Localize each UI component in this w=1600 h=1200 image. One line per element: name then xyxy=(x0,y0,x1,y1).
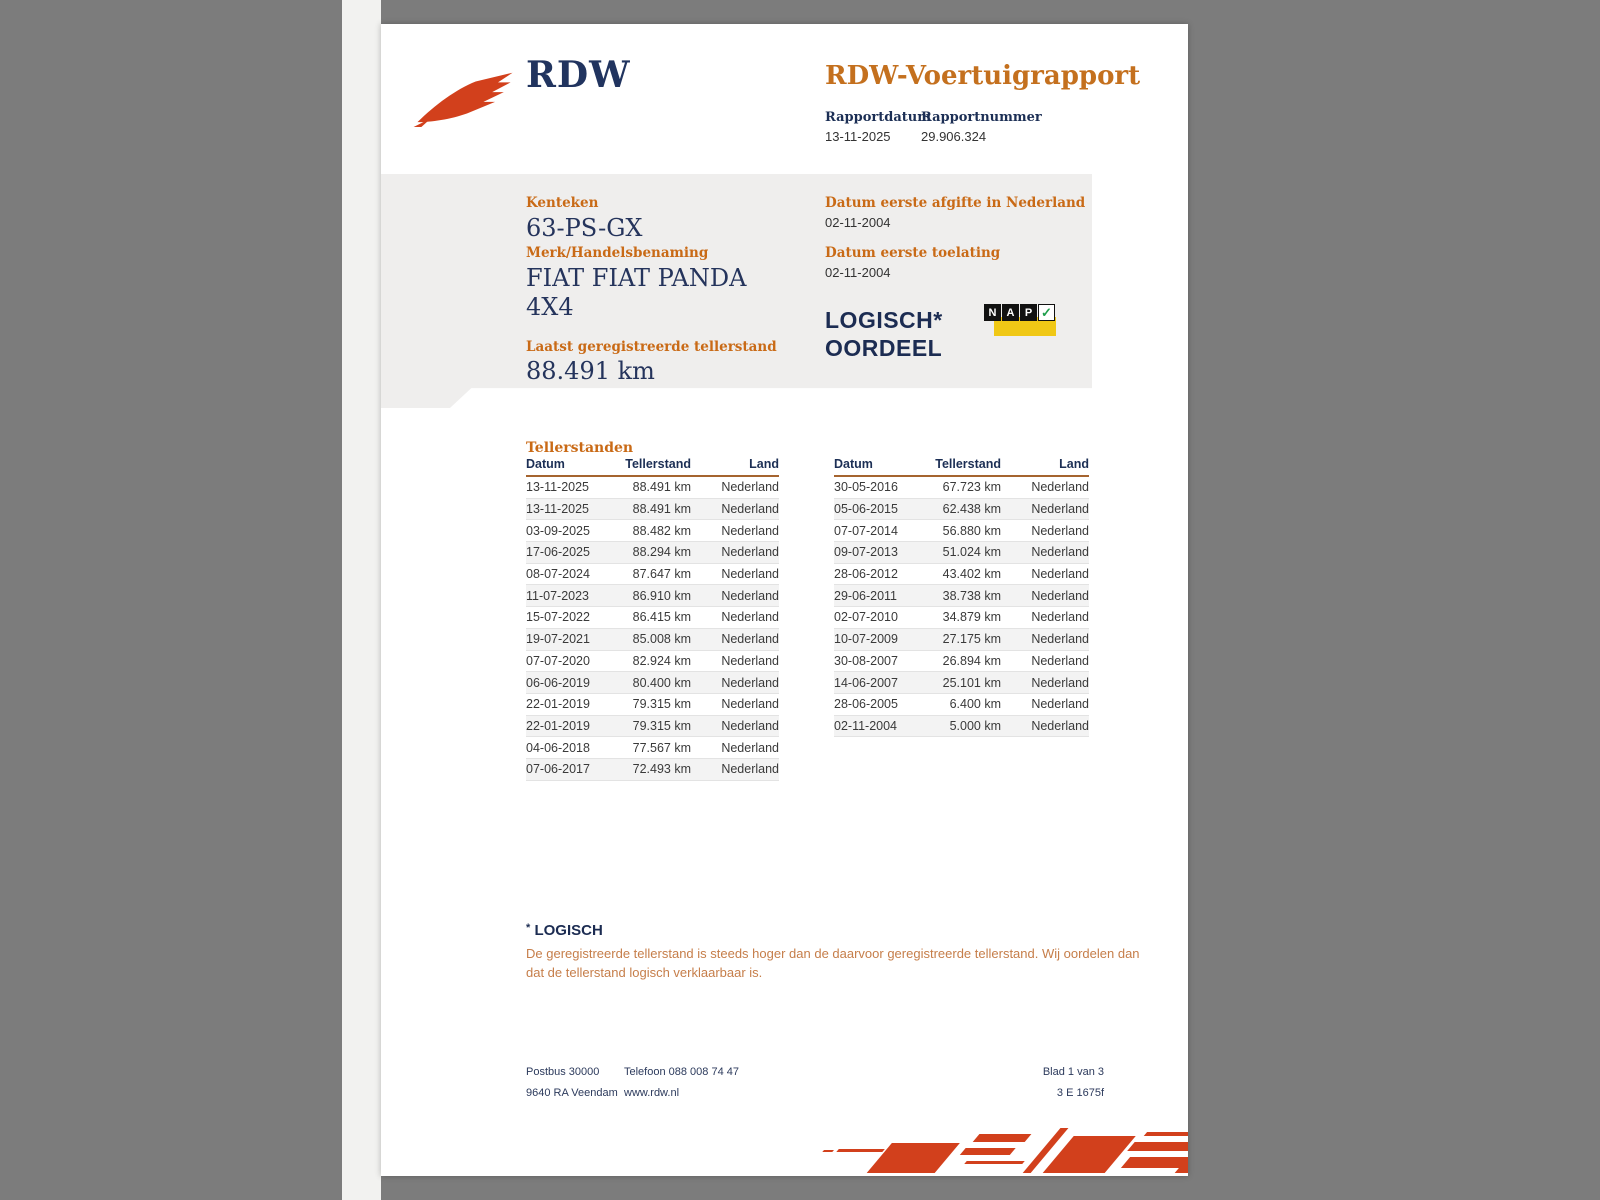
cell-land: Nederland xyxy=(721,480,779,495)
cell-land: Nederland xyxy=(1031,675,1089,690)
table-header-row xyxy=(526,457,779,477)
cell-datum: 22-01-2019 xyxy=(526,718,590,733)
cell-datum: 28-06-2012 xyxy=(834,567,898,582)
table-row xyxy=(834,651,1089,673)
cell-tellerstand: 27.175 km xyxy=(942,632,1001,647)
footer-page-number: Blad 1 van 3 xyxy=(1042,1066,1104,1078)
tellerstanden-table-left xyxy=(526,457,779,781)
nap-logo xyxy=(984,304,1058,338)
table-row xyxy=(834,542,1089,564)
report-number-label: Rapportnummer xyxy=(921,110,1042,125)
table-row xyxy=(834,499,1089,521)
table-row xyxy=(834,607,1089,629)
cell-tellerstand: 88.482 km xyxy=(632,523,691,538)
cell-tellerstand: 79.315 km xyxy=(632,697,691,712)
cell-land: Nederland xyxy=(721,502,779,517)
cell-datum: 19-07-2021 xyxy=(526,632,590,647)
cell-datum: 15-07-2022 xyxy=(526,610,590,625)
cell-datum: 29-06-2011 xyxy=(834,588,898,603)
laatste-tellerstand-label: Laatst geregistreerde tellerstand xyxy=(526,339,777,355)
table-row xyxy=(526,716,779,738)
cell-land: Nederland xyxy=(721,523,779,538)
cell-datum: 22-01-2019 xyxy=(526,697,590,712)
table-row xyxy=(526,759,779,781)
kenteken-value: 63-PS-GX xyxy=(526,214,643,242)
table-row xyxy=(834,629,1089,651)
nap-letter-a: A xyxy=(1002,304,1019,321)
cell-datum: 07-07-2020 xyxy=(526,653,590,668)
toelating-label: Datum eerste toelating xyxy=(825,245,1001,261)
oordeel-verdict xyxy=(825,306,943,362)
column-header-datum: Datum xyxy=(526,457,565,471)
cell-datum: 30-05-2016 xyxy=(834,480,898,495)
cell-datum: 07-06-2017 xyxy=(526,762,590,777)
cell-datum: 10-07-2009 xyxy=(834,632,898,647)
cell-tellerstand: 80.400 km xyxy=(632,675,691,690)
cell-tellerstand: 82.924 km xyxy=(632,653,691,668)
table-row xyxy=(526,629,779,651)
cell-land: Nederland xyxy=(1031,523,1089,538)
cell-tellerstand: 26.894 km xyxy=(942,653,1001,668)
footer-address-line2: 9640 RA Veendam xyxy=(526,1087,618,1099)
table-row xyxy=(526,651,779,673)
cell-datum: 28-06-2005 xyxy=(834,697,898,712)
table-row xyxy=(834,477,1089,499)
table-row xyxy=(834,520,1089,542)
cell-land: Nederland xyxy=(721,567,779,582)
merk-label: Merk/Handelsbenaming xyxy=(526,245,709,261)
cell-tellerstand: 79.315 km xyxy=(632,718,691,733)
nap-letter-p: P xyxy=(1020,304,1037,321)
cell-tellerstand: 25.101 km xyxy=(942,675,1001,690)
table-row xyxy=(834,564,1089,586)
table-row xyxy=(526,564,779,586)
table-row xyxy=(834,672,1089,694)
cell-tellerstand: 43.402 km xyxy=(942,567,1001,582)
cell-land: Nederland xyxy=(721,697,779,712)
table-row xyxy=(526,585,779,607)
afgifte-value: 02-11-2004 xyxy=(825,215,891,230)
cell-datum: 09-07-2013 xyxy=(834,545,898,560)
report-date-value: 13-11-2025 xyxy=(825,129,891,144)
cell-tellerstand: 87.647 km xyxy=(632,567,691,582)
cell-datum: 13-11-2025 xyxy=(526,502,590,517)
cell-datum: 02-07-2010 xyxy=(834,610,898,625)
cell-tellerstand: 38.738 km xyxy=(942,588,1001,603)
afgifte-label: Datum eerste afgifte in Nederland xyxy=(825,195,1086,211)
cell-tellerstand: 34.879 km xyxy=(942,610,1001,625)
table-row xyxy=(526,477,779,499)
cell-land: Nederland xyxy=(721,632,779,647)
table-row xyxy=(526,694,779,716)
footer-phone: Telefoon 088 008 74 47 xyxy=(624,1066,739,1078)
table-row xyxy=(834,694,1089,716)
rdw-logo-text: RDW xyxy=(526,54,631,96)
cell-datum: 05-06-2015 xyxy=(834,502,898,517)
column-header-land: Land xyxy=(1059,457,1089,471)
cell-datum: 07-07-2014 xyxy=(834,523,898,538)
document-page xyxy=(381,24,1188,1176)
table-row xyxy=(834,716,1089,738)
toelating-value: 02-11-2004 xyxy=(825,265,891,280)
cell-tellerstand: 56.880 km xyxy=(942,523,1001,538)
kenteken-label: Kenteken xyxy=(526,195,599,211)
cell-datum: 08-07-2024 xyxy=(526,567,590,582)
cell-tellerstand: 72.493 km xyxy=(632,762,691,777)
cell-tellerstand: 88.491 km xyxy=(632,480,691,495)
background-page-edge-strip xyxy=(342,0,381,1200)
cell-tellerstand: 51.024 km xyxy=(942,545,1001,560)
cell-datum: 06-06-2019 xyxy=(526,675,590,690)
cell-land: Nederland xyxy=(721,545,779,560)
cell-tellerstand: 86.415 km xyxy=(632,610,691,625)
cell-land: Nederland xyxy=(721,653,779,668)
cell-datum: 04-06-2018 xyxy=(526,740,590,755)
merk-value: FIAT FIAT PANDA 4X4 xyxy=(526,264,747,321)
cell-datum: 03-09-2025 xyxy=(526,523,590,538)
cell-land: Nederland xyxy=(1031,480,1089,495)
cell-tellerstand: 67.723 km xyxy=(942,480,1001,495)
cell-datum: 30-08-2007 xyxy=(834,653,898,668)
cell-datum: 11-07-2023 xyxy=(526,588,590,603)
cell-land: Nederland xyxy=(721,740,779,755)
cell-land: Nederland xyxy=(1031,567,1089,582)
cell-tellerstand: 88.491 km xyxy=(632,502,691,517)
cell-land: Nederland xyxy=(1031,502,1089,517)
footer-form-code: 3 E 1675f xyxy=(1056,1087,1104,1099)
oordeel-line1: LOGISCH* xyxy=(825,307,943,333)
cell-datum: 13-11-2025 xyxy=(526,480,590,495)
cell-land: Nederland xyxy=(1031,653,1089,668)
rdw-speed-stripes-graphic xyxy=(808,1119,1188,1176)
logisch-footnote xyxy=(526,922,1186,982)
nap-letter-n: N xyxy=(984,304,1001,321)
cell-land: Nederland xyxy=(1031,588,1089,603)
cell-land: Nederland xyxy=(721,675,779,690)
table-row xyxy=(526,542,779,564)
cell-tellerstand: 5.000 km xyxy=(949,718,1001,733)
rdw-wing-logo-icon xyxy=(411,64,519,128)
laatste-tellerstand-value: 88.491 km xyxy=(526,357,655,385)
nap-checkmark-icon: ✓ xyxy=(1038,304,1055,321)
document-title: RDW-Voertuigrapport xyxy=(825,61,1141,91)
cell-land: Nederland xyxy=(721,762,779,777)
footnote-body: De geregistreerde tellerstand is steeds hoger dan de daarvoor geregistreerde tellerstand. Wij oordelen dan dat de tellerstand logisch verklaarbaar is. xyxy=(526,946,1140,980)
column-header-land: Land xyxy=(749,457,779,471)
cell-land: Nederland xyxy=(1031,610,1089,625)
tellerstanden-section-title: Tellerstanden xyxy=(526,440,634,456)
oordeel-line2: OORDEEL xyxy=(825,335,943,361)
cell-tellerstand: 86.910 km xyxy=(632,588,691,603)
cell-land: Nederland xyxy=(721,588,779,603)
report-number-value: 29.906.324 xyxy=(921,129,987,144)
cell-datum: 17-06-2025 xyxy=(526,545,590,560)
cell-tellerstand: 85.008 km xyxy=(632,632,691,647)
column-header-datum: Datum xyxy=(834,457,873,471)
table-row xyxy=(526,607,779,629)
cell-land: Nederland xyxy=(1031,697,1089,712)
cell-tellerstand: 62.438 km xyxy=(942,502,1001,517)
cell-tellerstand: 77.567 km xyxy=(632,740,691,755)
cell-datum: 14-06-2007 xyxy=(834,675,898,690)
cell-land: Nederland xyxy=(721,610,779,625)
table-header-row xyxy=(834,457,1089,477)
table-row xyxy=(526,672,779,694)
column-header-tellerstand: Tellerstand xyxy=(935,457,1001,471)
cell-land: Nederland xyxy=(1031,545,1089,560)
footer-website: www.rdw.nl xyxy=(624,1087,680,1099)
table-row xyxy=(834,585,1089,607)
table-row xyxy=(526,499,779,521)
cell-land: Nederland xyxy=(721,718,779,733)
report-date-label: Rapportdatum xyxy=(825,110,931,125)
cell-land: Nederland xyxy=(1031,632,1089,647)
column-header-tellerstand: Tellerstand xyxy=(625,457,691,471)
cell-land: Nederland xyxy=(1031,718,1089,733)
cell-tellerstand: 88.294 km xyxy=(632,545,691,560)
tellerstanden-table-right xyxy=(834,457,1089,737)
table-row xyxy=(526,737,779,759)
cell-tellerstand: 6.400 km xyxy=(949,697,1001,712)
footer-address-line1: Postbus 30000 xyxy=(526,1066,600,1078)
footnote-asterisk: * xyxy=(526,922,531,934)
table-row xyxy=(526,520,779,542)
cell-datum: 02-11-2004 xyxy=(834,718,898,733)
footnote-title: * LOGISCH xyxy=(526,922,603,939)
